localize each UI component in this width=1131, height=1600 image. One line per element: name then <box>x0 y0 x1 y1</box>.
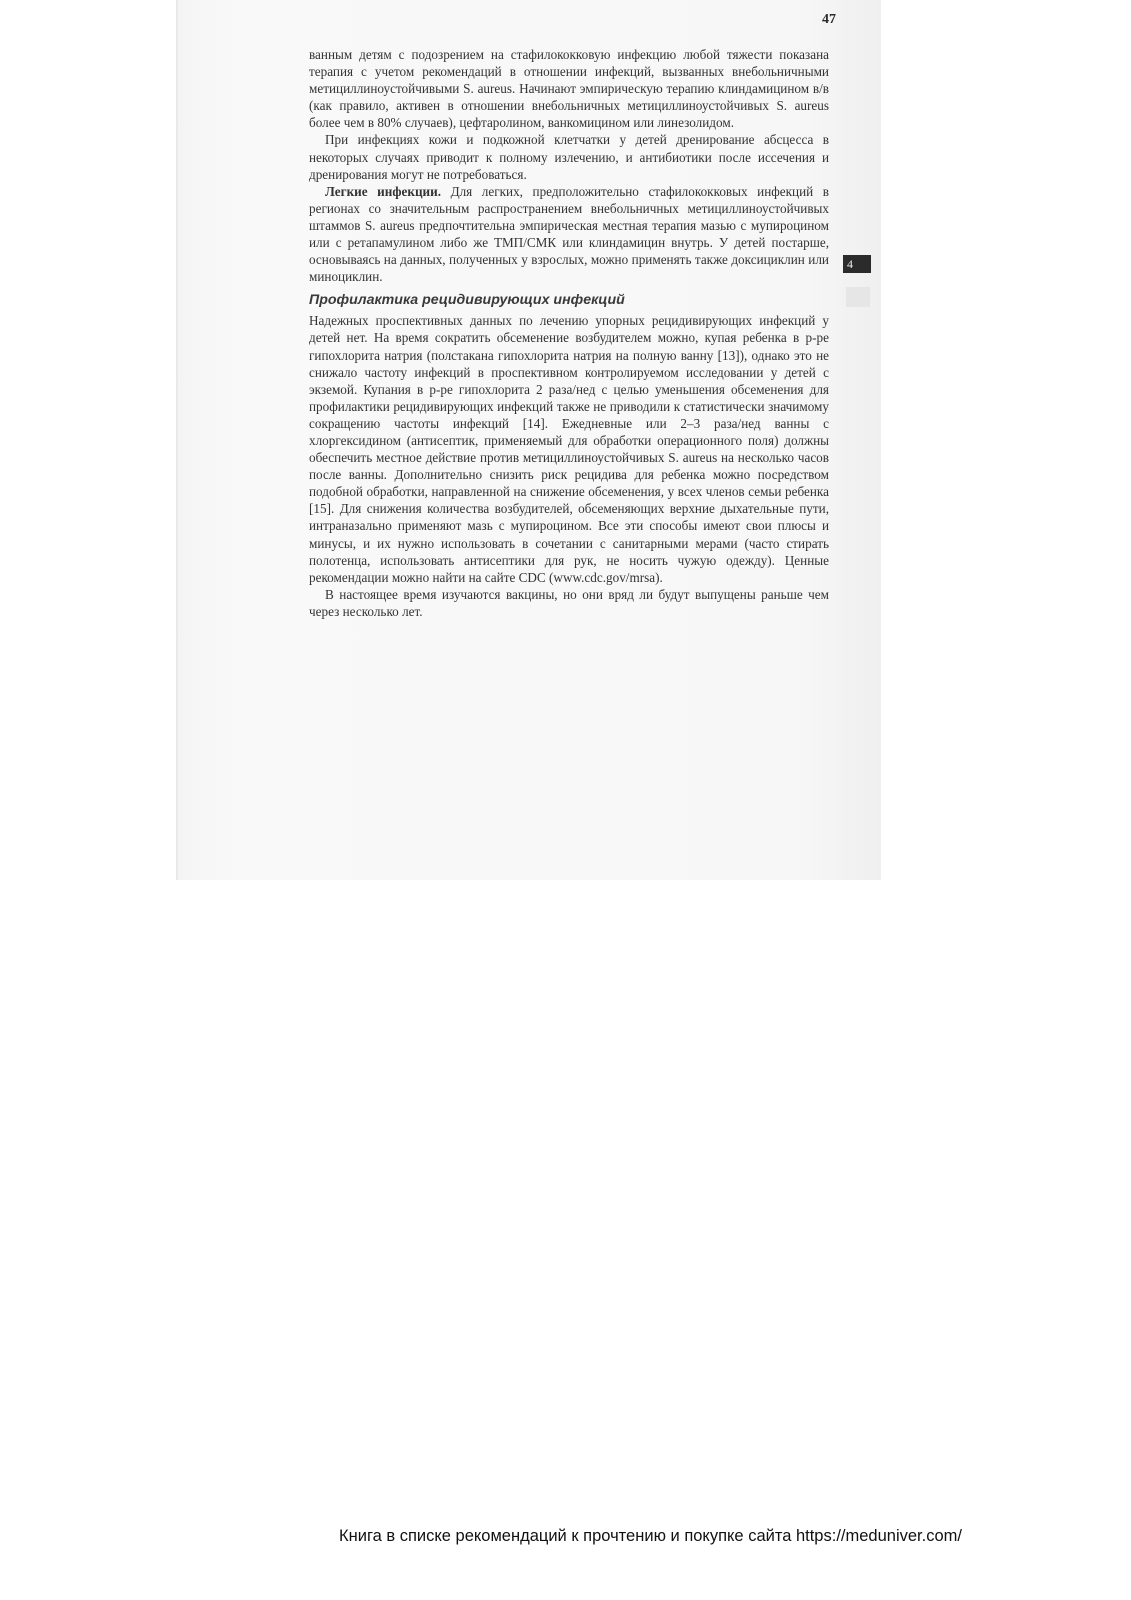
mild-infections-lead: Легкие инфекции. <box>325 183 442 199</box>
paragraph-vaccines: В настоящее время изучаются вакцины, но они вряд ли будут выпущены раньше чем через несколько лет. <box>309 586 829 619</box>
article-body <box>309 46 829 620</box>
section-heading-prevention: Профилактика рецидивирующих инфекций <box>309 292 625 309</box>
paragraph-skin-infections: При инфекциях кожи и подкожной клетчатки у детей дренирование абсцесса в некоторых случаях приводит к полному излечению, и антибиотики после иссечения и дренирования могут не потребоваться. <box>309 132 829 182</box>
mild-infections-body: Для легких, предположительно стафилококковых инфекций в регионах со значительным распространением внебольничных метициллиноустойчивых штаммов S. aureus предпочтительна эмпирическая местная терапия мазью с мупироцином или с ретапамулином либо же ТМП/СМК или клиндамицин внутрь. У детей постарше, основываясь на данных, полученных у взрослых, можно применять также доксициклин или миноциклин. <box>309 183 829 285</box>
paragraph-therapy: ванным детям с подозрением на стафилококковую инфекцию любой тяжести показана терапия с учетом рекомендаций в отношении инфекций, вызванных внебольничными метициллиноустойчивыми S. aureus. Начинают эмпирическую терапию клиндамицином в/в (как правило, активен в отношении внебольничных метициллиноустойчивых S. aureus более чем в 80% случаев), цефтаролином, ванкомицином или линезолидом. <box>309 47 829 131</box>
chapter-tab-shadow <box>846 287 870 307</box>
footer-recommendation-note: Книга в списке рекомендаций к прочтению и покупке сайта https://meduniver.com/ <box>339 1527 962 1545</box>
page-number: 47 <box>822 12 836 27</box>
paragraph-mild-infections <box>309 183 829 286</box>
paragraph-prevention: Надежных проспективных данных по лечению упорных рецидивирующих инфекций у детей нет. На время сократить обсеменение возбудителем можно, купая ребенка в р-ре гипохлорита натрия (полстакана гипохлорита натрия на полную ванну [13]), однако это не снижало частоту инфекций в проспективном контролируемом исследовании у детей с экземой. Купания в р-ре гипохлорита 2 раза/нед с целью уменьшения обсеменения для профилактики рецидивирующих инфекций также не приводили к статистически значимому сокращению частоты инфекций [14]. Ежедневные или 2–3 раза/нед ванны с хлоргексидином (антисептик, применяемый для обработки операционного поля) должны обеспечить местное действие против метициллиноустойчивых S. aureus на несколько часов после ванны. Дополнительно снизить риск рецидива для ребенка можно посредством подобной обработки, направленной на снижение обсеменения, у всех членов семьи ребенка [15]. Для снижения количества возбудителей, обсеменяющих верхние дыхательные пути, интраназально применяют мазь с мупироцином. Все эти способы имеют свои плюсы и минусы, и их нужно использовать в сочетании с санитарными мерами (часто стирать полотенца, использовать антисептики для рук, не носить чужую одежду). Ценные рекомендации можно найти на сайте CDC (www.cdc.gov/mrsa). <box>309 313 829 585</box>
scan-left-edge <box>176 0 178 880</box>
chapter-tab: 4 <box>843 255 871 273</box>
